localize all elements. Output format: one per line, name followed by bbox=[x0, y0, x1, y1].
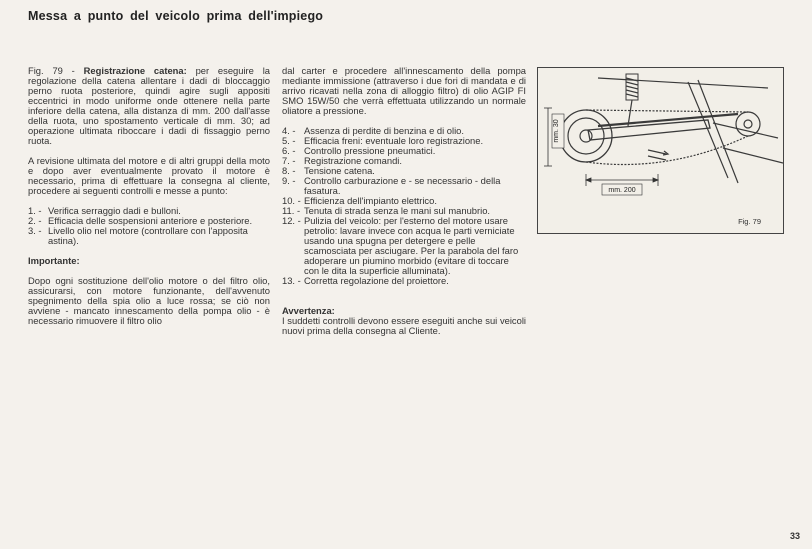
list-item: 4. - Assenza di perdite di benzina e di olio. bbox=[282, 125, 464, 136]
chain-adjustment-paragraph bbox=[28, 66, 270, 146]
list-item: 10. - Efficienza dell'impianto elettrico. bbox=[282, 195, 437, 206]
chain-adjustment-illustration bbox=[538, 68, 784, 234]
figure-79-chain-diagram bbox=[537, 67, 784, 234]
list-item: 1. - Verifica serraggio dadi e bulloni. bbox=[28, 205, 181, 216]
text-column-right bbox=[282, 66, 526, 336]
revision-paragraph: A revisione ultimata del motore e di altri gruppi della moto e dopo aver eventualmente provato il motore è necessario, prima di effettuare la consegna al cliente, procedere ai seguenti controlli e messe a punto: bbox=[28, 155, 270, 196]
list-item: 3. - Livello olio nel motore (controllare con l'apposita astina). bbox=[28, 225, 248, 246]
page-title: Messa a punto del veicolo prima dell'impiego bbox=[28, 9, 324, 23]
text-column-left bbox=[28, 66, 270, 326]
vertical-dimension-label: mm. 30 bbox=[553, 119, 560, 143]
figure-reference: Fig. 79 - bbox=[28, 65, 84, 76]
list-item: 2. - Efficacia delle sospensioni anteriore e posteriore. bbox=[28, 215, 253, 226]
list-item: 13. - Corretta regolazione del proiettore. bbox=[282, 275, 449, 286]
list-item: 9. - Controllo carburazione e - se necessario - della fasatura. bbox=[282, 175, 501, 196]
list-item: 6. - Controllo pressione pneumatici. bbox=[282, 145, 436, 156]
figure-caption: Fig. 79 bbox=[738, 217, 761, 226]
important-heading: Importante: bbox=[28, 255, 80, 266]
chain-adjustment-text: per eseguire la regolazione della catena allentare i dadi di bloccaggio perno ruota posteriore, quindi agire sugli appositi eccentrici in modo uniforme onde ottenere nella parte inferiore della catena, alla distanza di mm. 200 dall'asse della ruota, uno spostamento verticale di mm. 30; ad operazione ultimata riboccare i dadi di fissaggio perno ruota. bbox=[28, 65, 271, 146]
list-item: 8. - Tensione catena. bbox=[282, 165, 375, 176]
list-item: 11. - Tenuta di strada senza le mani sul manubrio. bbox=[282, 205, 491, 216]
checklist-right bbox=[282, 126, 526, 286]
list-item: 12. - Pulizia del veicolo: per l'esterno del motore usare petrolio: lavare invece con acqua le parti verniciate usando una spugna per detergere e pelle scamosciata per asciugare. Per la parabola del faro adoperare un piumino morbido (evitare di toccare con le dita la superficie alluminata). bbox=[282, 215, 519, 276]
list-item: 7. - Registrazione comandi. bbox=[282, 155, 402, 166]
checklist-left bbox=[28, 206, 270, 246]
oil-pump-paragraph: dal carter e procedere all'innescamento della pompa mediante immissione (attraverso i due fori di mandata e di arrivo ricavati nella zona di alloggio filtro) di olio AGIP FI SMO 15W/50 che verrà effettuata utilizzando un normale oliatore a pressione. bbox=[282, 65, 526, 116]
list-item: 5. - Efficacia freni: eventuale loro registrazione. bbox=[282, 135, 484, 146]
horizontal-dimension-label: mm. 200 bbox=[608, 187, 636, 194]
page-number: 33 bbox=[789, 531, 800, 541]
warning-text: I suddetti controlli devono essere eseguiti anche sui veicoli nuovi prima della consegna al Cliente. bbox=[282, 315, 526, 336]
warning-heading: Avvertenza: bbox=[282, 305, 335, 316]
important-text: Dopo ogni sostituzione dell'olio motore o del filtro olio, assicurarsi, con motore funzionante, dell'avvenuto spegnimento della spia olio a luce rossa; se ciò non avviene - mancato innescamento della pompa olio - è necessario rimuovere il filtro olio bbox=[28, 275, 270, 326]
chain-adjustment-heading: Registrazione catena: bbox=[83, 65, 187, 76]
